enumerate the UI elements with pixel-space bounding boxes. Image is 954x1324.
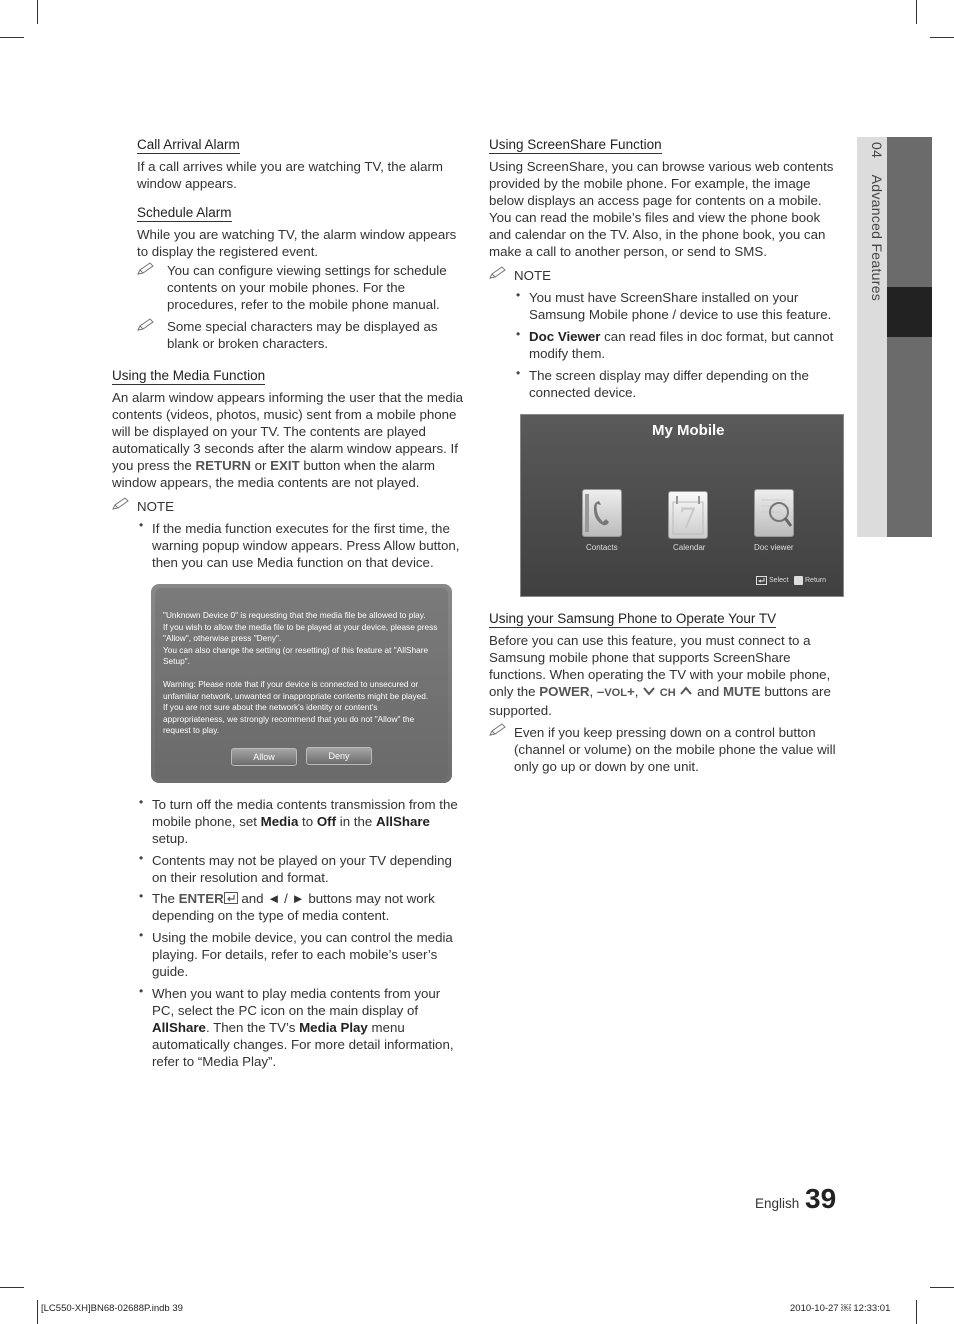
phone-icon <box>583 490 621 536</box>
screenshare-text: Using ScreenShare, you can browse various web contents provided by the mobile phone. For example, the image below displays an access page for contents on a mobile. You can read the mobile’s files and view the phone book and calendar on the TV. Also, in the phone book, you can make a call to another person, or send to SMS. <box>489 159 834 259</box>
schedule-alarm-heading: Schedule Alarm <box>137 205 232 220</box>
note-pencil-icon <box>489 723 507 737</box>
crop-mark <box>916 0 917 24</box>
media-bullet-5: Using the mobile device, you can control the media playing. For details, refer to each mobile’s user’s guide. <box>152 930 453 979</box>
media-bullet-2: To turn off the media contents transmission from the mobile phone, set Media to Off in the AllShare setup. <box>152 797 458 846</box>
dialog-message <box>163 610 445 737</box>
note-pencil-icon <box>489 266 507 280</box>
note-pencil-icon <box>137 262 155 276</box>
media-function-text: An alarm window appears informing the user that the media contents (videos, photos, music) sent from a mobile phone will be displayed on your TV. The contents are played automatically 3 seconds after the alarm window appears. If you press the RETURN or EXIT button when the alarm window appears, the media contents are not played. <box>112 390 464 490</box>
dialog-line: "Allow", otherwise press "Deny". <box>163 633 282 643</box>
chapter-number: 04 <box>869 142 885 159</box>
dialog-line: "Unknown Device 0" is requesting that the media file be allowed to play. <box>163 610 426 620</box>
note-pencil-icon <box>112 497 130 511</box>
chevron-down-icon <box>642 686 656 696</box>
screenshare-note-1: You must have ScreenShare installed on your Samsung Mobile phone / device to use this feature. <box>529 290 832 322</box>
calendar-label: Calendar <box>673 543 706 552</box>
return-hint: Return <box>805 577 827 584</box>
bullet: • <box>139 928 144 942</box>
dialog-line: You can also change the setting (or resetting) of this feature at "AllShare <box>163 644 429 655</box>
note-pencil-icon <box>137 318 155 332</box>
bullet: • <box>516 327 521 341</box>
my-mobile-title: My Mobile <box>652 422 725 439</box>
side-tab-dark <box>887 137 932 537</box>
calendar-app[interactable] <box>668 491 708 539</box>
media-function-heading: Using the Media Function <box>112 368 266 383</box>
dialog-line: Setup". <box>163 656 190 666</box>
dialog-line: Warning: Please note that if your device is connected to unsecured or <box>163 679 419 689</box>
doc-viewer-app[interactable] <box>754 489 794 537</box>
screenshare-note-label: NOTE <box>514 268 551 283</box>
enter-icon <box>224 892 238 904</box>
page-number: 39 <box>805 1183 837 1214</box>
select-hint: Select <box>769 577 789 584</box>
crop-mark <box>930 37 954 38</box>
crop-mark <box>930 1287 954 1288</box>
print-date: 2010-10-27 ￼ 12:33:01 <box>790 1303 891 1314</box>
contacts-label: Contacts <box>586 543 618 552</box>
schedule-alarm-text: While you are watching TV, the alarm window appears to display the registered event. <box>137 227 457 259</box>
dialog-line: unfamiliar network, unwanted or inappropriate contents might be played. <box>163 690 429 701</box>
dialog-line: appropriateness, we strongly recommend that you do not "Allow" the <box>163 713 415 724</box>
bullet: • <box>139 889 144 903</box>
media-bullet-1: If the media function executes for the first time, the warning popup window appears. Press Allow button, then you can use Media function on that device. <box>152 521 460 570</box>
side-tab-label <box>860 142 885 342</box>
calendar-day: 7 <box>679 502 697 535</box>
allow-button[interactable]: Allow <box>231 748 297 766</box>
call-arrival-alarm-heading: Call Arrival Alarm <box>137 137 240 152</box>
media-bullet-4: The ENTER and ◄ / ► buttons may not work depending on the type of media content. <box>152 891 435 923</box>
contacts-app[interactable] <box>582 489 622 537</box>
bullet: • <box>516 366 521 380</box>
media-note-label: NOTE <box>137 499 174 514</box>
screenshare-note-3: The screen display may differ depending on the connected device. <box>529 368 809 400</box>
bullet: • <box>139 518 144 532</box>
screenshare-heading: Using ScreenShare Function <box>489 137 662 152</box>
operate-tv-heading: Using your Samsung Phone to Operate Your TV <box>489 611 777 626</box>
bullet: • <box>139 795 144 809</box>
operate-tv-note: Even if you keep pressing down on a control button (channel or volume) on the mobile phone the value will only go up or down by one unit. <box>514 725 836 774</box>
operate-tv-text: Before you can use this feature, you must connect to a Samsung mobile phone that supports ScreenShare functions. When operating the TV with your mobile phone, only the POWER, –VOL+, CH and MUTE buttons are supported. <box>489 633 831 718</box>
crop-mark <box>0 1287 24 1288</box>
deny-button[interactable]: Deny <box>306 747 372 765</box>
dialog-line: If you are not sure about the network's identity or content's <box>163 702 378 712</box>
dialog-line <box>163 668 445 680</box>
crop-mark <box>0 37 24 38</box>
schedule-note-1: You can configure viewing settings for schedule contents on your mobile phones. For the procedures, refer to the mobile phone manual. <box>167 263 447 312</box>
chevron-up-icon <box>679 686 693 696</box>
call-arrival-alarm-text: If a call arrives while you are watching TV, the alarm window appears. <box>137 159 443 191</box>
media-bullet-3: Contents may not be played on your TV depending on their resolution and format. <box>152 853 452 885</box>
file-name: [LC550-XH]BN68-02688P.indb 39 <box>41 1303 183 1314</box>
crop-mark <box>916 1300 917 1324</box>
language-label: English <box>755 1196 800 1211</box>
dialog-line: request to play. <box>163 725 220 735</box>
magnifier-icon <box>755 490 793 536</box>
side-tab-marker <box>887 287 932 337</box>
schedule-note-2: Some special characters may be displayed as blank or broken characters. <box>167 319 438 351</box>
crop-mark <box>37 1300 38 1324</box>
bullet: • <box>139 984 144 998</box>
allow-media-dialog <box>151 584 452 783</box>
screenshare-note-2: Doc Viewer can read files in doc format, but cannot modify them. <box>529 329 834 361</box>
bullet: • <box>516 288 521 302</box>
crop-mark <box>37 0 38 24</box>
media-bullet-6: When you want to play media contents from your PC, select the PC icon on the main display of AllShare. Then the TV’s Media Play menu automatically changes. For more detail information, refer to “Media Play”. <box>152 986 454 1069</box>
doc-viewer-label: Doc viewer <box>754 543 794 552</box>
dialog-line: If you wish to allow the media file to be played at your device, please press <box>163 621 438 632</box>
channel-control: CH <box>642 684 693 699</box>
volume-control: –VOL+ <box>596 684 635 699</box>
return-icon <box>794 576 803 585</box>
chapter-title: Advanced Features <box>869 174 885 302</box>
enter-icon <box>756 576 767 585</box>
bullet: • <box>139 851 144 865</box>
